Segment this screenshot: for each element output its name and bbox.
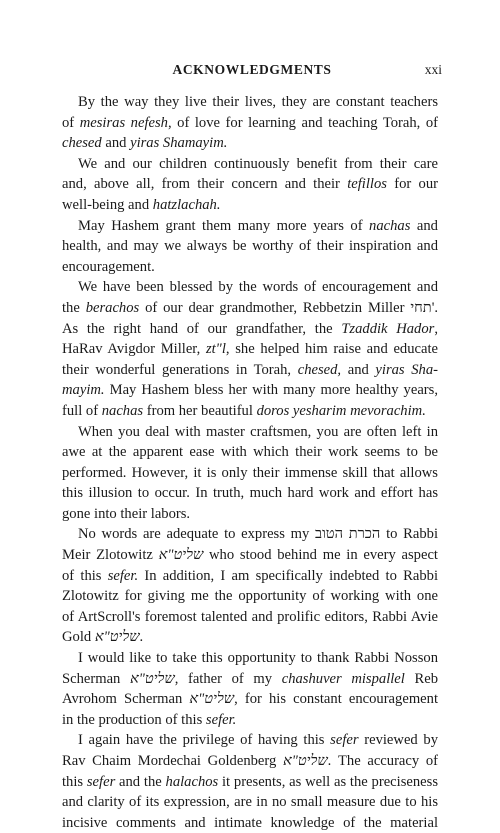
italic-text-segment: doros yesharim mevorachim. (256, 402, 426, 419)
text-segment: of our dear grandmother, Rebbetzin Miller (139, 299, 411, 316)
text-segment: well-being and (62, 196, 153, 213)
text-line (62, 422, 438, 443)
text-segment: In addition, I am specifically indebted to Rabbi (138, 567, 438, 584)
text-segment: Meir Zlotowitz (62, 547, 159, 564)
italic-text-segment: hatzlachah. (152, 196, 221, 213)
text-line (62, 319, 438, 340)
text-segment: and, above all, from their concern and their (62, 176, 348, 193)
italic-text-segment: sefer. (107, 567, 139, 584)
text-segment: and the (115, 773, 166, 790)
text-segment: full of (62, 402, 102, 419)
text-segment: We have been blessed by the words of encouragement and (78, 279, 438, 296)
page-number: xxi (424, 62, 442, 77)
italic-text-segment: mayim. (62, 382, 105, 399)
text-segment: awe at the apparent ease with which their work seems to be (62, 444, 438, 461)
italic-text-segment: sefer. (205, 711, 237, 728)
text-line (62, 442, 438, 463)
text-segment: for our (386, 176, 438, 193)
text-line (62, 195, 438, 216)
italic-text-segment: chashuver mispallel (281, 670, 405, 687)
text-segment: of (62, 114, 80, 131)
text-line (62, 298, 438, 319)
text-segment: of ArtScroll's foremost talented and prolific editors, Rabbi Avie (62, 608, 438, 625)
text-line (62, 401, 438, 422)
text-line (62, 339, 438, 360)
text-line (62, 483, 438, 504)
text-segment: to Rabbi (380, 526, 438, 543)
italic-text-segment: yiras Sha- (375, 361, 438, 378)
text-segment: Scherman (62, 670, 130, 687)
text-line (62, 277, 438, 298)
text-segment: , of love for learning and teaching Torah, of (167, 114, 438, 131)
text-segment: When you deal with master craftsmen, you are often left in (78, 423, 438, 440)
italic-text-segment: nachas (369, 217, 411, 234)
running-header (62, 62, 442, 82)
text-line (62, 463, 438, 484)
text-segment: Gold (62, 629, 95, 646)
text-segment: and (410, 217, 438, 234)
italic-text-segment: שליט"א (282, 753, 328, 769)
italic-text-segment: mesiras nefesh (79, 114, 168, 131)
text-segment: HaRav Avigdor Miller, (62, 341, 206, 358)
text-segment: and clarity of its expression, are in no small measure due to his (62, 794, 438, 811)
text-line (62, 92, 438, 113)
text-line (62, 545, 438, 566)
text-line (62, 586, 438, 607)
text-segment: health, and may we always be worthy of their inspiration and (62, 238, 438, 255)
text-segment: . (139, 629, 144, 646)
text-line (62, 772, 438, 793)
text-segment: , father of my (174, 670, 282, 687)
text-segment: May Hashem grant them many more years of (78, 217, 370, 234)
text-segment: . The accuracy of (327, 753, 438, 769)
text-segment: Avrohom Scherman (62, 691, 190, 708)
text-segment: performed. However, it is only their immense skill that allows (62, 464, 438, 481)
text-line (62, 792, 438, 813)
italic-text-segment: שליט"א (94, 629, 140, 646)
text-line (62, 566, 438, 587)
text-segment: the (62, 299, 86, 316)
text-line (62, 627, 438, 648)
text-segment: Rav Chaim Mordechai Goldenberg (62, 753, 283, 769)
italic-text-segment: berachos (85, 299, 140, 316)
text-line (62, 133, 438, 154)
text-segment: this illusion to occur. In truth, much hard work and effort has (62, 485, 438, 502)
italic-text-segment: tefillos (347, 176, 387, 193)
text-line (62, 648, 438, 669)
body-text (62, 92, 438, 833)
italic-text-segment: שליט"א (189, 691, 235, 708)
text-segment: in the production of this (62, 711, 206, 728)
text-line (62, 751, 438, 772)
text-segment: it presents, as well as the preciseness (218, 773, 438, 790)
text-line (62, 669, 438, 690)
text-segment: reviewed by (358, 732, 438, 749)
italic-text-segment: sefer (86, 773, 116, 790)
italic-text-segment: zt"l (205, 341, 226, 358)
text-segment: incisive comments and intimate knowledge of the material (62, 814, 438, 831)
text-segment: and (341, 361, 376, 378)
text-segment: תחי' (410, 299, 435, 316)
text-segment: their wonderful generations in Torah, (62, 361, 298, 378)
text-segment: this (62, 773, 87, 790)
text-segment: from her beautiful (143, 402, 257, 419)
italic-text-segment: שליט"א (158, 547, 204, 564)
text-segment: , she helped him raise and educate (225, 341, 438, 358)
text-line (62, 730, 438, 751)
text-segment: . (434, 299, 438, 316)
text-line (62, 216, 438, 237)
italic-text-segment: שליט"א (130, 670, 175, 687)
text-segment: May Hashem bless her with many more healthy years, (104, 382, 438, 399)
text-line (62, 380, 438, 401)
text-segment: , for his constant encouragement (234, 691, 438, 708)
text-line (62, 154, 438, 175)
italic-text-segment: chesed, (297, 361, 342, 378)
italic-text-segment: sefer (330, 732, 359, 749)
text-segment: who stood behind me in every aspect (203, 547, 438, 564)
text-line (62, 607, 438, 628)
text-segment: encouragement. (62, 258, 155, 275)
italic-text-segment: halachos (165, 773, 219, 790)
text-segment: Zlotowitz for giving me the opportunity of working with one (62, 588, 438, 605)
text-line (62, 504, 438, 525)
text-line (62, 689, 438, 710)
text-line (62, 257, 438, 278)
text-line (62, 174, 438, 195)
text-line (62, 360, 438, 381)
text-segment: gone into their labors. (62, 505, 191, 522)
text-line (62, 236, 438, 257)
text-segment: As the right hand of our grandfather, the (62, 320, 342, 337)
text-segment: By the way they live their lives, they are constant teachers (78, 94, 438, 110)
text-segment: הכרת הטוב (315, 526, 381, 543)
text-segment: I would like to take this opportunity to thank Rabbi Nosson (78, 650, 438, 667)
text-line (62, 524, 438, 545)
text-line (62, 113, 438, 134)
italic-text-segment: yiras Shamayim. (130, 135, 228, 152)
text-segment: Reb (404, 670, 438, 687)
text-segment: I again have the privilege of having this (78, 732, 331, 749)
text-segment: of this (62, 567, 108, 584)
italic-text-segment: chesed (62, 135, 102, 152)
italic-text-segment: nachas (101, 402, 144, 419)
running-head-title: ACKNOWLEDGMENTS (172, 62, 332, 77)
text-segment: No words are adequate to express my (78, 526, 316, 543)
text-segment: , (434, 320, 438, 337)
text-segment: We and our children continuously benefit from their care (78, 155, 438, 172)
text-segment: and (101, 135, 131, 152)
text-line (62, 813, 438, 833)
italic-text-segment: Tzaddik Hador (341, 320, 435, 337)
text-line (62, 710, 438, 731)
